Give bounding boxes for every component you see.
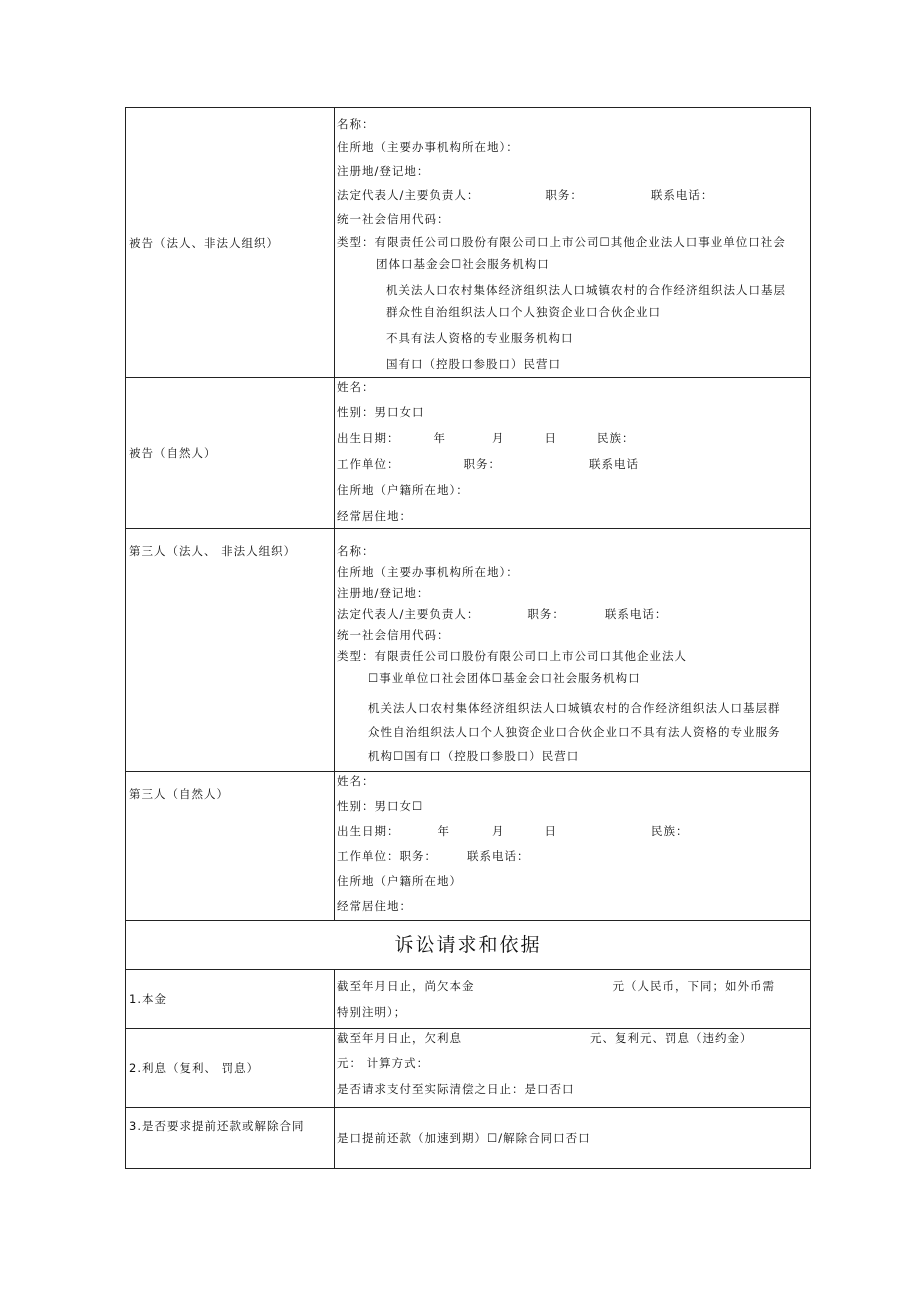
defendant-person-phone: 联系电话 bbox=[589, 457, 639, 471]
claim-interest-line3: 是否请求支付至实际清偿之日止：是口否口 bbox=[337, 1082, 575, 1096]
defendant-person-address: 住所地（户籍所在地）： bbox=[337, 483, 469, 497]
defendant-person-employer: 工作单位： bbox=[337, 457, 400, 471]
third-person-gender: 性别：男口女☐ bbox=[337, 799, 424, 813]
third-person-fields bbox=[335, 772, 811, 921]
defendant-org-label: 被告（法人、非法人组织） bbox=[129, 235, 279, 250]
defendant-org-type-6: 国有口（控股口参股口）民营口 bbox=[386, 357, 561, 371]
third-org-rep-line bbox=[335, 604, 810, 625]
third-person-label-cell bbox=[126, 772, 335, 921]
section-title: 诉讼请求和依据 bbox=[126, 921, 811, 970]
claim-early-label-cell bbox=[126, 1108, 335, 1169]
third-org-type-2: ☐事业单位口社会团体☐基金会口社会服务机构口 bbox=[368, 671, 641, 685]
claim-principal-row bbox=[126, 970, 811, 1029]
third-person-phone: 联系电话： bbox=[467, 849, 530, 863]
defendant-org-rep-line bbox=[335, 183, 810, 207]
claim-interest-line2: 元： 计算方式： bbox=[337, 1056, 430, 1070]
defendant-org-fields bbox=[335, 108, 811, 378]
claim-interest-text-b: 元、复利元、罚息（违约金） bbox=[590, 1031, 753, 1045]
defendant-org-duty: 职务： bbox=[545, 188, 583, 202]
third-org-name: 名称： bbox=[337, 544, 375, 558]
claim-interest-row bbox=[126, 1029, 811, 1108]
third-person-work-line bbox=[335, 844, 810, 869]
defendant-person-birth-line bbox=[335, 426, 810, 452]
claim-principal-text-a: 截至年月日止，尚欠本金 bbox=[337, 979, 475, 993]
third-org-phone: 联系电话： bbox=[604, 607, 668, 621]
claim-principal-line1 bbox=[335, 974, 810, 1000]
section-heading-row bbox=[126, 921, 811, 970]
third-person-address: 住所地（户籍所在地） bbox=[337, 874, 462, 888]
defendant-org-type-3: 机关法人口农村集体经济组织法人口城镇农村的合作经济组织法人口基层 bbox=[386, 283, 786, 297]
complaint-form-table bbox=[125, 107, 811, 1169]
third-org-label-cell bbox=[126, 529, 335, 772]
claim-principal-line2: 特别注明）； bbox=[337, 1005, 407, 1019]
defendant-org-rep: 法定代表人/主要负责人： bbox=[337, 188, 480, 202]
defendant-org-credit-code: 统一社会信用代码： bbox=[337, 212, 450, 226]
claim-principal-fields bbox=[335, 970, 811, 1029]
defendant-org-address: 住所地（主要办事机构所在地）： bbox=[337, 140, 519, 154]
claim-interest-fields bbox=[335, 1029, 811, 1108]
defendant-person-ethnicity: 民族： bbox=[597, 431, 635, 445]
defendant-org-name: 名称： bbox=[337, 117, 375, 131]
defendant-org-type-1: 类型：有限责任公司口股份有限公司口上市公司☐其他企业法人口事业单位口社会 bbox=[337, 235, 786, 249]
defendant-person-fields bbox=[335, 378, 811, 529]
defendant-org-type-4: 群众性自治组织法人口个人独资企业口合伙企业口 bbox=[386, 305, 661, 319]
claim-interest-line1 bbox=[335, 1029, 810, 1051]
claim-interest-label-cell bbox=[126, 1029, 335, 1108]
third-person-residence: 经常居住地： bbox=[337, 899, 412, 913]
defendant-person-year: 年 bbox=[433, 431, 446, 445]
third-person-employer: 工作单位：职务： bbox=[337, 849, 437, 863]
defendant-org-registered: 注册地/登记地： bbox=[337, 164, 430, 178]
defendant-person-label-cell bbox=[126, 378, 335, 529]
third-org-type-4: 众性自治组织法人口个人独资企业口合伙企业口不具有法人资格的专业服务 bbox=[368, 725, 781, 739]
defendant-org-phone: 联系电话： bbox=[650, 188, 714, 202]
third-org-fields bbox=[335, 529, 811, 772]
claim-interest-label: 2.利息（复利、 罚息） bbox=[129, 1061, 260, 1075]
third-person-birth-line bbox=[335, 819, 810, 844]
claim-principal-label: 1.本金 bbox=[129, 992, 167, 1006]
defendant-person-residence: 经常居住地： bbox=[337, 509, 412, 523]
third-org-type-3: 机关法人口农村集体经济组织法人口城镇农村的合作经济组织法人口基层群 bbox=[368, 701, 781, 715]
third-person-month: 月 bbox=[492, 824, 505, 838]
defendant-person-row bbox=[126, 378, 811, 529]
claim-principal-text-b: 元（人民币，下同；如外币需 bbox=[612, 979, 775, 993]
third-org-registered: 注册地/登记地： bbox=[337, 586, 430, 600]
defendant-org-row bbox=[126, 108, 811, 378]
claim-principal-label-cell bbox=[126, 970, 335, 1029]
third-org-type-5: 机构☐国有口（控股口参股口）民营口 bbox=[368, 749, 580, 763]
third-org-row bbox=[126, 529, 811, 772]
defendant-org-label-cell bbox=[126, 108, 335, 378]
third-person-day: 日 bbox=[544, 824, 557, 838]
third-person-label: 第三人（自然人） bbox=[129, 787, 229, 801]
defendant-person-duty: 职务： bbox=[463, 457, 501, 471]
defendant-person-name: 姓名： bbox=[337, 380, 375, 394]
third-org-credit-code: 统一社会信用代码： bbox=[337, 628, 450, 642]
third-person-year: 年 bbox=[437, 824, 450, 838]
third-person-ethnicity: 民族： bbox=[651, 824, 689, 838]
claim-interest-text-a: 截至年月日止，欠利息 bbox=[337, 1031, 462, 1045]
third-org-address: 住所地（主要办事机构所在地）： bbox=[337, 565, 519, 579]
defendant-person-gender: 性别：男口女口 bbox=[337, 405, 425, 419]
defendant-org-type-2: 团体口基金会☐社会服务机构口 bbox=[376, 257, 550, 271]
third-org-label: 第三人（法人、 非法人组织） bbox=[129, 544, 297, 558]
third-person-birth: 出生日期： bbox=[337, 824, 400, 838]
defendant-person-month: 月 bbox=[492, 431, 505, 445]
claim-early-fields bbox=[335, 1108, 811, 1169]
defendant-person-day: 日 bbox=[544, 431, 557, 445]
third-person-name: 姓名： bbox=[337, 774, 375, 788]
defendant-person-work-line bbox=[335, 452, 810, 478]
claim-early-line1: 是口提前还款（加速到期）☐/解除合同口否口 bbox=[337, 1131, 591, 1145]
claim-early-label: 3.是否要求提前还款或解除合同 bbox=[129, 1119, 305, 1133]
defendant-org-type-5: 不具有法人资格的专业服务机构口 bbox=[386, 331, 574, 345]
defendant-person-birth: 出生日期： bbox=[337, 431, 400, 445]
defendant-person-label: 被告（自然人） bbox=[129, 446, 217, 460]
third-org-type-1: 类型：有限责任公司口股份有限公司口上市公司口其他企业法人 bbox=[337, 649, 687, 663]
claim-early-row bbox=[126, 1108, 811, 1169]
third-person-row bbox=[126, 772, 811, 921]
third-org-duty: 职务： bbox=[527, 607, 565, 621]
third-org-rep: 法定代表人/主要负责人： bbox=[337, 607, 480, 621]
